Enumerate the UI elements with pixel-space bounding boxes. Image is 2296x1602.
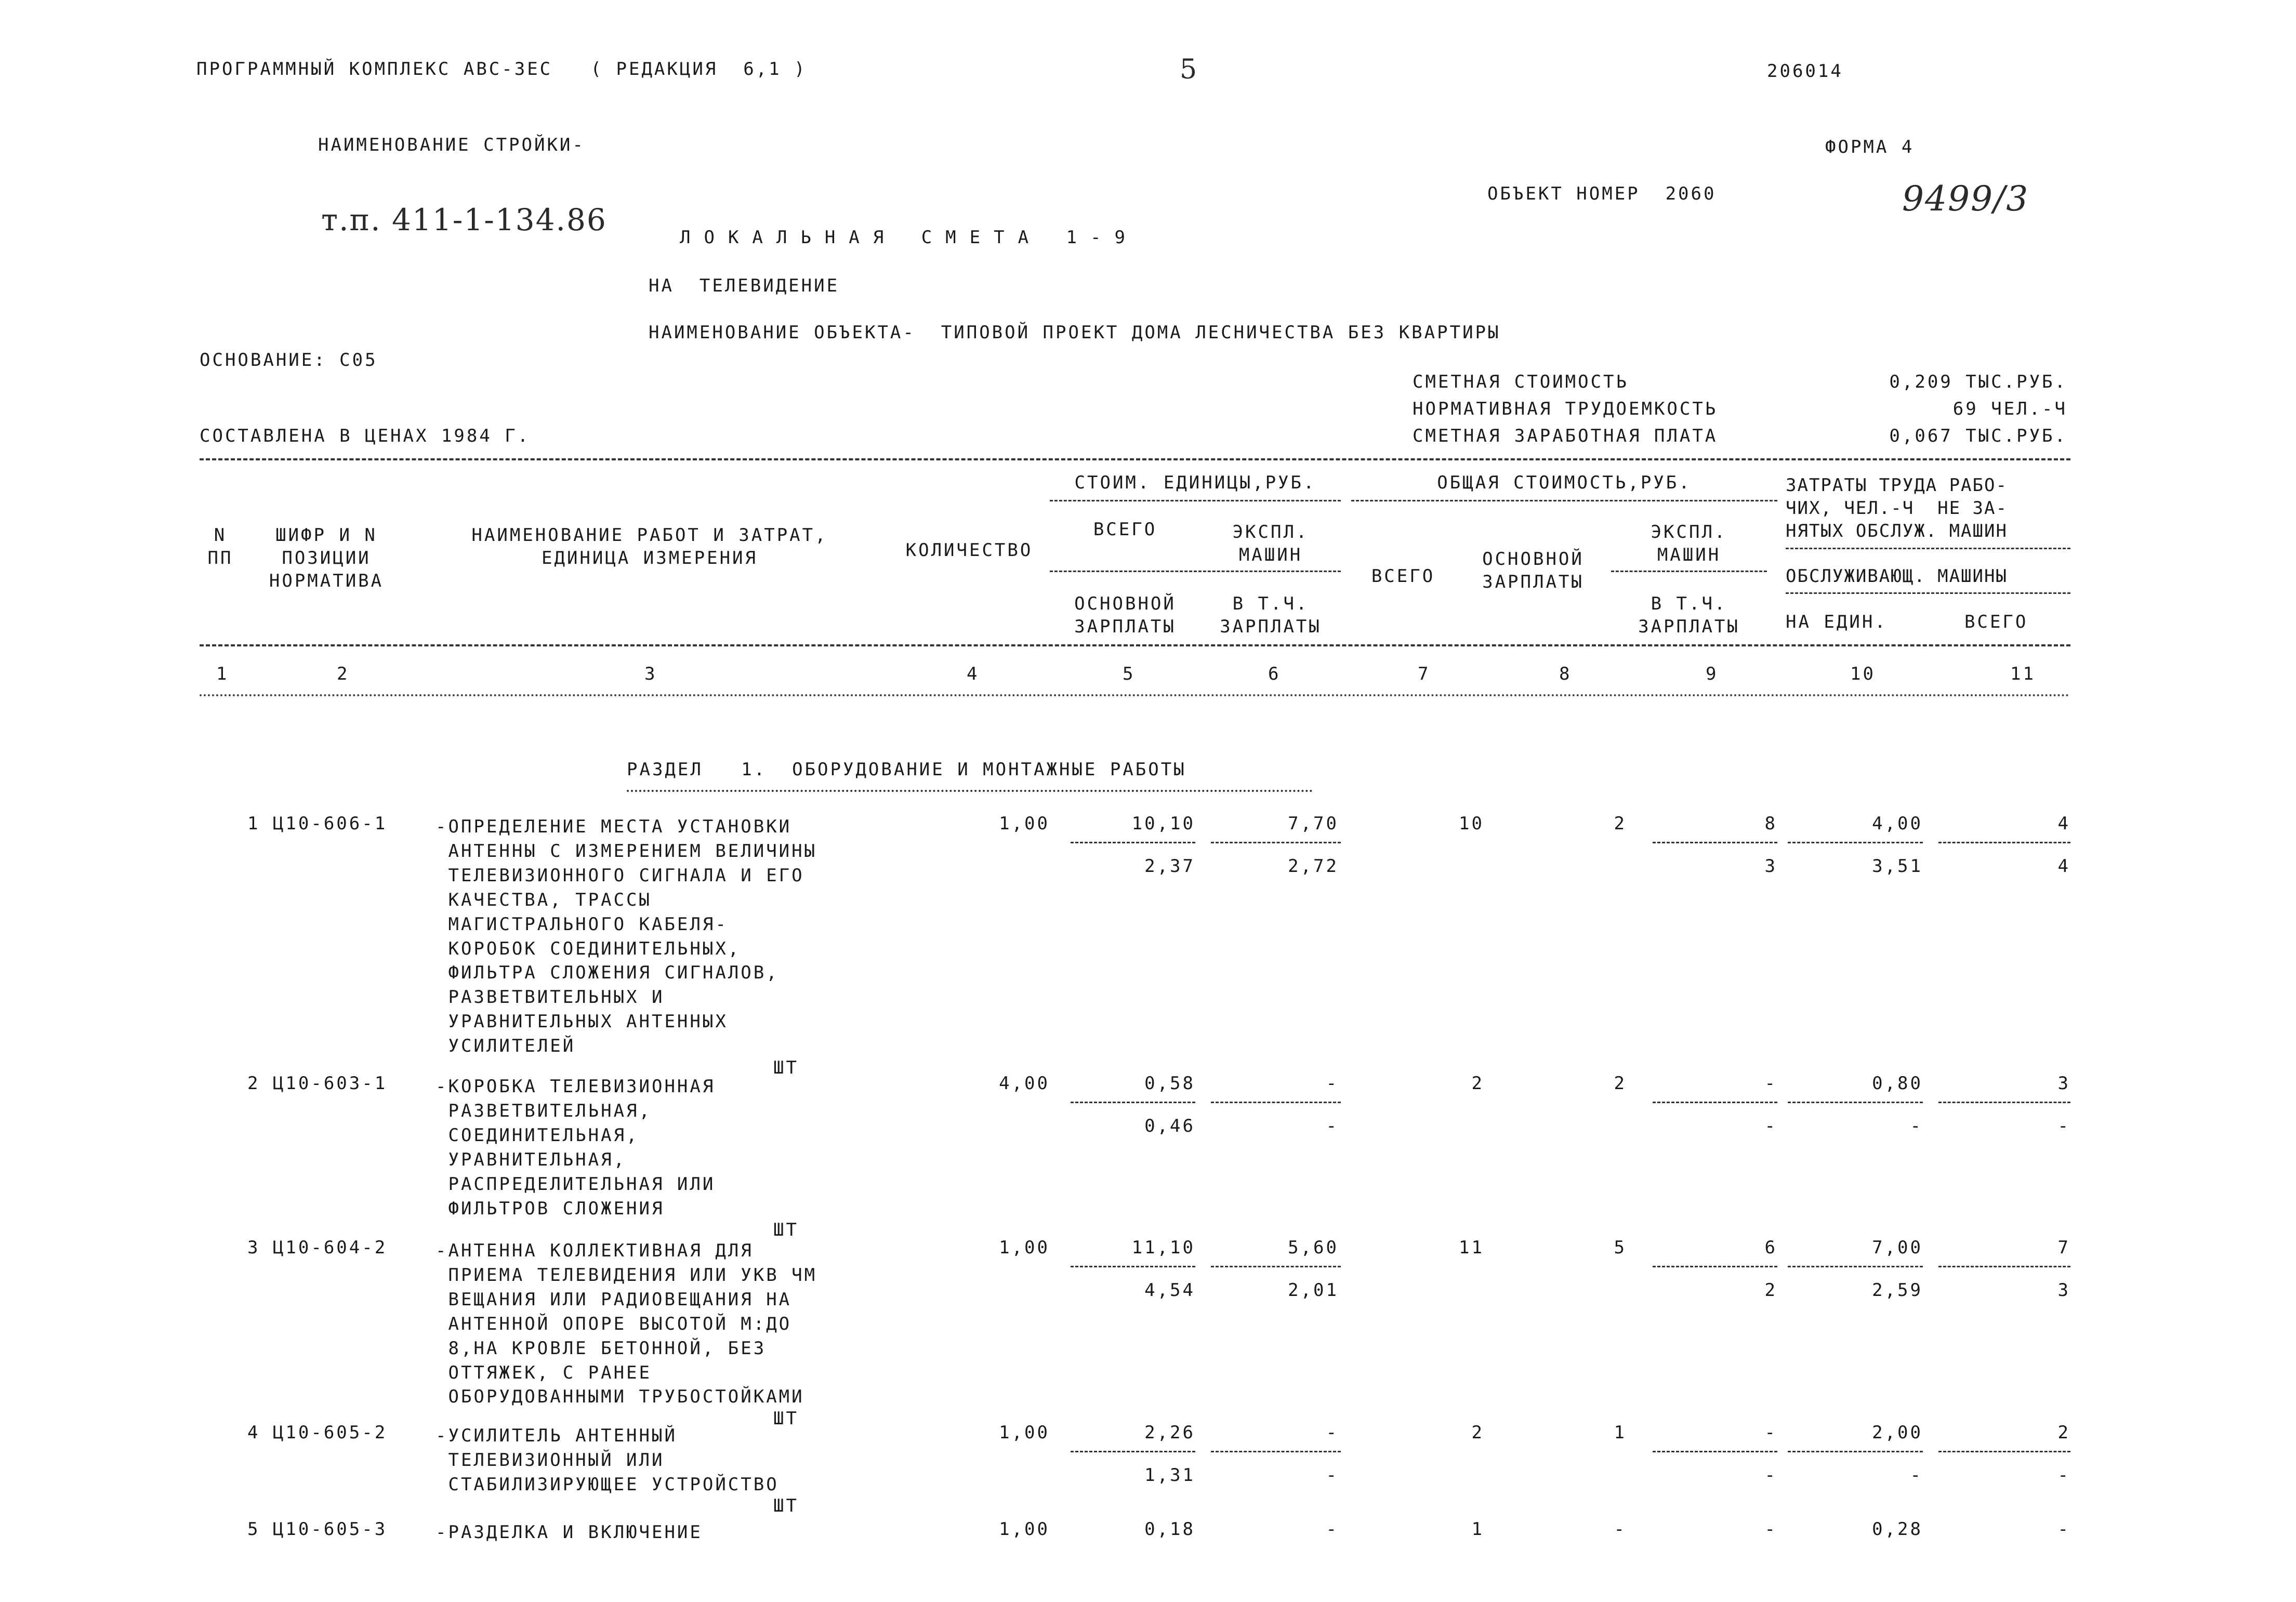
row-labor-unit: 4,00 <box>1872 813 1923 834</box>
row-unit-mach-rule <box>1211 1266 1341 1267</box>
row-labor-unit: 2,00 <box>1872 1422 1923 1443</box>
row-machine-labor-unit: 3,51 <box>1872 856 1923 877</box>
row-labor-rule <box>1788 1102 1923 1103</box>
row-unit: ШТ <box>773 1495 799 1516</box>
row-labor-rule <box>1788 1451 1923 1452</box>
row-code: 4 Ц10-605-2 <box>247 1422 388 1443</box>
row-unit-machine: - <box>1326 1073 1339 1094</box>
row-sum-machine-wage: 3 <box>1764 856 1777 877</box>
col-header-4: КОЛИЧЕСТВО <box>905 540 1033 561</box>
row-description: -УСИЛИТЕЛЬ АНТЕННЫЙ ТЕЛЕВИЗИОННЫЙ ИЛИ СТАБИЛИЗИРУЮЩЕЕ УСТРОЙСТВО <box>436 1425 779 1495</box>
row-sum-mach-rule <box>1653 1451 1777 1452</box>
row-unit-total: 11,10 <box>1131 1237 1195 1258</box>
col-header-total-base-wage: ОСНОВНОЙ ЗАРПЛАТЫ <box>1482 549 1584 593</box>
col-header-unit-base-wage: ОСНОВНОЙ ЗАРПЛАТЫ <box>1074 593 1176 638</box>
row-sum-machine: - <box>1764 1519 1777 1540</box>
row-unit-mach-rule <box>1211 842 1341 843</box>
column-number: 10 <box>1850 664 1876 684</box>
row-unit-rule <box>1071 1102 1195 1103</box>
table-header-end-rule <box>200 694 2070 696</box>
column-number: 8 <box>1559 664 1572 684</box>
summary-value-1: 69 ЧЕЛ.-Ч <box>1952 399 2067 419</box>
row-unit-rule <box>1071 842 1195 843</box>
summary-label-0: СМЕТНАЯ СТОИМОСТЬ <box>1413 372 1629 392</box>
row-unit-machine-wage: 2,01 <box>1288 1280 1339 1301</box>
row-quantity: 4,00 <box>999 1073 1050 1094</box>
row-unit: ШТ <box>773 1408 799 1429</box>
row-sum-machine: 8 <box>1764 813 1777 834</box>
row-labor-total: 3 <box>2057 1073 2070 1094</box>
column-number: 5 <box>1123 664 1136 684</box>
document-title: ЛОКАЛЬНАЯ СМЕТА 1-9 <box>680 227 1139 248</box>
header-bottom-rule <box>200 644 2070 646</box>
row-sum-machine-wage: - <box>1764 1465 1777 1486</box>
column-number: 9 <box>1706 664 1719 684</box>
col-header-unit-mach: ЭКСПЛ. МАШИН <box>1232 522 1309 566</box>
col-header-1: N ПП <box>207 525 233 569</box>
row-machine-labor-total: 3 <box>2057 1280 2070 1301</box>
labor-rule <box>1786 548 2070 549</box>
row-code: 2 Ц10-603-1 <box>247 1073 388 1094</box>
form-label: ФОРМА 4 <box>1825 137 1915 157</box>
tp-handwritten: т.п. 411-1-134.86 <box>321 202 607 237</box>
row-quantity: 1,00 <box>999 1422 1050 1443</box>
row-labor-total-rule <box>1938 842 2070 843</box>
row-unit-machine-wage: - <box>1326 1465 1339 1486</box>
section-underline <box>627 790 1313 792</box>
row-unit-wage: 2,37 <box>1144 856 1195 877</box>
row-sum-wage: 2 <box>1614 1073 1627 1094</box>
row-labor-rule <box>1788 1266 1923 1267</box>
object-name: НАИМЕНОВАНИЕ ОБЪЕКТА- ТИПОВОЙ ПРОЕКТ ДОМА ЛЕСНИЧЕСТВА БЕЗ КВАРТИРЫ <box>649 322 1501 343</box>
col-header-unit-mach-wage: В Т.Ч. ЗАРПЛАТЫ <box>1220 593 1322 638</box>
summary-label-2: СМЕТНАЯ ЗАРАБОТНАЯ ПЛАТА <box>1413 426 1718 446</box>
row-unit-machine: - <box>1326 1519 1339 1540</box>
unit-sub-rule <box>1050 571 1341 572</box>
program-name: ПРОГРАММНЫЙ КОМПЛЕКС АВС-3ЕС ( РЕДАКЦИЯ 6,1 ) <box>196 59 807 80</box>
row-labor-total: 7 <box>2057 1237 2070 1258</box>
col-header-unit-total: ВСЕГО <box>1093 519 1157 540</box>
labor-sub-rule <box>1786 592 2070 594</box>
row-unit-wage: 0,46 <box>1144 1116 1195 1136</box>
row-sum-wage: - <box>1614 1519 1627 1540</box>
doc-code: 206014 <box>1767 61 1843 82</box>
row-sum-machine-wage: - <box>1764 1116 1777 1136</box>
row-unit-machine-wage: 2,72 <box>1288 856 1339 877</box>
col-header-labor-unit: НА ЕДИН. <box>1786 612 1888 632</box>
row-unit-machine-wage: - <box>1326 1116 1339 1136</box>
row-description: -ОПРЕДЕЛЕНИЕ МЕСТА УСТАНОВКИ АНТЕННЫ С ИЗМЕРЕНИЕМ ВЕЛИЧИНЫ ТЕЛЕВИЗИОННОГО СИГНАЛА И ЕГО КАЧЕСТВА, ТРАССЫ МАГИСТРАЛЬНОГО КАБЕЛЯ- КОРОБОК СОЕДИНИТЕЛЬНЫХ, ФИЛЬТРА СЛОЖЕНИЯ СИГНАЛОВ, РАЗВЕТВИТЕЛЬНЫХ И УРАВНИТЕЛЬНЫХ АНТЕННЫХ УСИЛИТЕЛЕЙ <box>436 816 817 1057</box>
row-sum-machine: 6 <box>1764 1237 1777 1258</box>
column-number: 4 <box>967 664 980 684</box>
row-unit-total: 0,18 <box>1144 1519 1195 1540</box>
total-cost-rule <box>1351 500 1777 501</box>
row-sum-wage: 5 <box>1614 1237 1627 1258</box>
total-mach-rule <box>1611 571 1767 572</box>
col-header-unit-cost: СТОИМ. ЕДИНИЦЫ,РУБ. <box>1074 472 1316 493</box>
row-sum-wage: 2 <box>1614 813 1627 834</box>
row-quantity: 1,00 <box>999 1237 1050 1258</box>
row-labor-rule <box>1788 842 1923 843</box>
column-number: 7 <box>1418 664 1431 684</box>
row-unit-rule <box>1071 1266 1195 1267</box>
col-header-total-mach: ЭКСПЛ. МАШИН <box>1651 522 1727 566</box>
row-quantity: 1,00 <box>999 813 1050 834</box>
page-mark: 5 <box>1180 54 1198 85</box>
row-labor-total: 2 <box>2057 1422 2070 1443</box>
row-machine-labor-total: - <box>2057 1116 2070 1136</box>
row-machine-labor-total: - <box>2057 1465 2070 1486</box>
row-sum-mach-rule <box>1653 1102 1777 1103</box>
row-sum-machine-wage: 2 <box>1764 1280 1777 1301</box>
column-number: 3 <box>644 664 657 684</box>
column-number: 1 <box>216 664 229 684</box>
section-title: РАЗДЕЛ 1. ОБОРУДОВАНИЕ И МОНТАЖНЫЕ РАБОТЫ <box>627 759 1186 780</box>
row-unit: ШТ <box>773 1220 799 1240</box>
row-description: -РАЗДЕЛКА И ВКЛЮЧЕНИЕ <box>436 1522 703 1543</box>
row-sum-total: 2 <box>1471 1073 1484 1094</box>
col-header-labor-total: ВСЕГО <box>1964 612 2028 632</box>
row-machine-labor-unit: 2,59 <box>1872 1280 1923 1301</box>
row-description: -КОРОБКА ТЕЛЕВИЗИОННАЯ РАЗВЕТВИТЕЛЬНАЯ, СОЕДИНИТЕЛЬНАЯ, УРАВНИТЕЛЬНАЯ, РАСПРЕДЕЛИТЕЛЬНАЯ ИЛИ ФИЛЬТРОВ СЛОЖЕНИЯ <box>436 1076 716 1219</box>
row-unit-wage: 1,31 <box>1144 1465 1195 1486</box>
row-sum-total: 1 <box>1471 1519 1484 1540</box>
row-unit-mach-rule <box>1211 1102 1341 1103</box>
row-unit-total: 0,58 <box>1144 1073 1195 1094</box>
row-unit-machine: 5,60 <box>1288 1237 1339 1258</box>
col-header-labor: ЗАТРАТЫ ТРУДА РАБО- ЧИХ, ЧЕЛ.-Ч НЕ ЗА- НЯТЫХ ОБСЛУЖ. МАШИН <box>1786 475 2008 542</box>
summary-value-0: 0,209 ТЫС.РУБ. <box>1889 372 2067 392</box>
row-unit-machine: 7,70 <box>1288 813 1339 834</box>
row-code: 1 Ц10-606-1 <box>247 813 388 834</box>
basis: ОСНОВАНИЕ: С05 <box>200 350 378 370</box>
row-machine-labor-total: 4 <box>2057 856 2070 877</box>
col-header-total-mach-wage: В Т.Ч. ЗАРПЛАТЫ <box>1638 593 1740 638</box>
compiled-in-prices: СОСТАВЛЕНА В ЦЕНАХ 1984 Г. <box>200 426 531 446</box>
row-labor-total-rule <box>1938 1102 2070 1103</box>
row-unit-machine: - <box>1326 1422 1339 1443</box>
row-sum-mach-rule <box>1653 1266 1777 1267</box>
row-labor-unit: 0,28 <box>1872 1519 1923 1540</box>
build-name-label: НАИМЕНОВАНИЕ СТРОЙКИ- <box>318 135 585 155</box>
row-machine-labor-unit: - <box>1910 1116 1923 1136</box>
col-header-total-cost: ОБЩАЯ СТОИМОСТЬ,РУБ. <box>1437 472 1692 493</box>
row-unit-total: 2,26 <box>1144 1422 1195 1443</box>
table-top-rule <box>200 458 2070 460</box>
row-unit-wage: 4,54 <box>1144 1280 1195 1301</box>
document-subtitle: НА ТЕЛЕВИДЕНИЕ <box>649 275 840 296</box>
row-sum-mach-rule <box>1653 842 1777 843</box>
col-header-total-all: ВСЕГО <box>1371 566 1435 587</box>
row-unit: ШТ <box>773 1057 799 1078</box>
column-number: 11 <box>2010 664 2036 684</box>
row-unit-total: 10,10 <box>1131 813 1195 834</box>
object-number: ОБЪЕКТ НОМЕР 2060 <box>1487 183 1717 204</box>
summary-label-1: НОРМАТИВНАЯ ТРУДОЕМКОСТЬ <box>1413 399 1718 419</box>
row-code: 5 Ц10-605-3 <box>247 1519 388 1540</box>
row-sum-wage: 1 <box>1614 1422 1627 1443</box>
row-machine-labor-unit: - <box>1910 1465 1923 1486</box>
row-unit-mach-rule <box>1211 1451 1341 1452</box>
row-description: -АНТЕННА КОЛЛЕКТИВНАЯ ДЛЯ ПРИЕМА ТЕЛЕВИДЕНИЯ ИЛИ УКВ ЧМ ВЕЩАНИЯ ИЛИ РАДИОВЕЩАНИЯ НА АНТЕННОЙ ОПОРЕ ВЫСОТОЙ М:ДО 8,НА КРОВЛЕ БЕТОННОЙ, БЕЗ ОТТЯЖЕК, С РАНЕЕ ОБОРУДОВАННЫМИ ТРУБОСТОЙКАМИ <box>436 1240 817 1408</box>
row-sum-total: 10 <box>1459 813 1484 834</box>
col-header-2: ШИФР И N ПОЗИЦИИ НОРМАТИВА <box>269 525 384 592</box>
column-number: 2 <box>337 664 350 684</box>
row-labor-total: - <box>2057 1519 2070 1540</box>
row-unit-rule <box>1071 1451 1195 1452</box>
row-labor-total-rule <box>1938 1451 2070 1452</box>
sheet-handwritten: 9499/3 <box>1902 179 2029 219</box>
row-sum-total: 11 <box>1459 1237 1484 1258</box>
summary-value-2: 0,067 ТЫС.РУБ. <box>1889 426 2067 446</box>
row-labor-unit: 0,80 <box>1872 1073 1923 1094</box>
col-header-3: НАИМЕНОВАНИЕ РАБОТ И ЗАТРАТ, ЕДИНИЦА ИЗМЕРЕНИЯ <box>471 525 828 569</box>
row-labor-total-rule <box>1938 1266 2070 1267</box>
row-sum-machine: - <box>1764 1073 1777 1094</box>
column-number: 6 <box>1268 664 1281 684</box>
row-quantity: 1,00 <box>999 1519 1050 1540</box>
row-labor-total: 4 <box>2057 813 2070 834</box>
unit-cost-rule <box>1050 500 1341 501</box>
row-code: 3 Ц10-604-2 <box>247 1237 388 1258</box>
row-sum-total: 2 <box>1471 1422 1484 1443</box>
row-labor-unit: 7,00 <box>1872 1237 1923 1258</box>
col-header-labor-mach: ОБСЛУЖИВАЮЩ. МАШИНЫ <box>1786 566 2008 587</box>
row-sum-machine: - <box>1764 1422 1777 1443</box>
